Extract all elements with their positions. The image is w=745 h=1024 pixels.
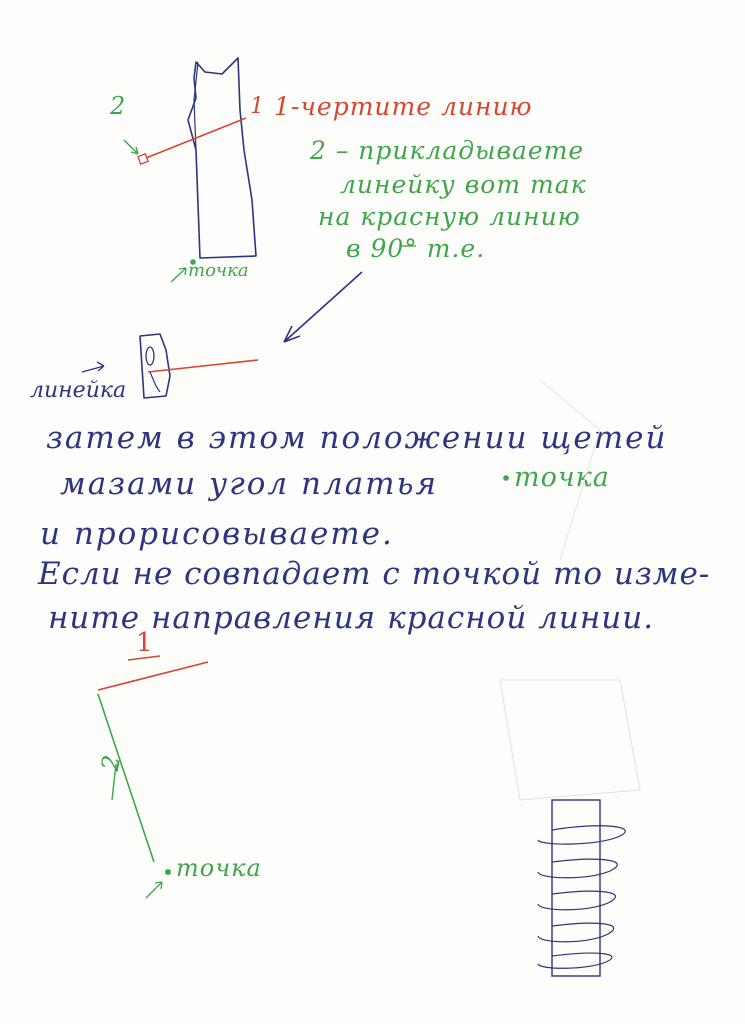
- inline-point-label: точка: [514, 462, 610, 493]
- point-label-top: точка: [188, 260, 249, 281]
- instruction-line-1: затем в этом положении щетей: [46, 420, 668, 456]
- instruction-line-3: и прорисовываете.: [40, 516, 394, 552]
- step2-line-2: линейку вот так: [340, 170, 587, 199]
- ruler-label: линейка: [30, 378, 127, 403]
- point-label-bottom: точка: [176, 854, 262, 882]
- label-2-top: 2: [110, 92, 126, 120]
- instruction-line-2: мазами угол платья: [60, 466, 438, 502]
- step2-line-4: в 90° т.е.: [346, 234, 486, 263]
- label-2-bottom: 2: [96, 752, 127, 773]
- label-1-bottom: 1: [136, 628, 153, 658]
- label-1-top: 1: [250, 94, 264, 119]
- green-line-bottom: [98, 694, 154, 862]
- instruction-line-5: ните направления красной линии.: [48, 600, 655, 636]
- step2-line-1: 2 – прикладываете: [310, 136, 585, 165]
- point-dot-bottom: [165, 869, 171, 875]
- step1-instruction: 1-чертите линию: [274, 92, 533, 121]
- step2-line-3: на красную линию: [318, 202, 581, 231]
- red-line-bottom: [98, 662, 208, 690]
- instruction-line-4: Если не совпадает с точкой то изме-: [38, 556, 711, 592]
- spiral-sketch: [538, 826, 625, 969]
